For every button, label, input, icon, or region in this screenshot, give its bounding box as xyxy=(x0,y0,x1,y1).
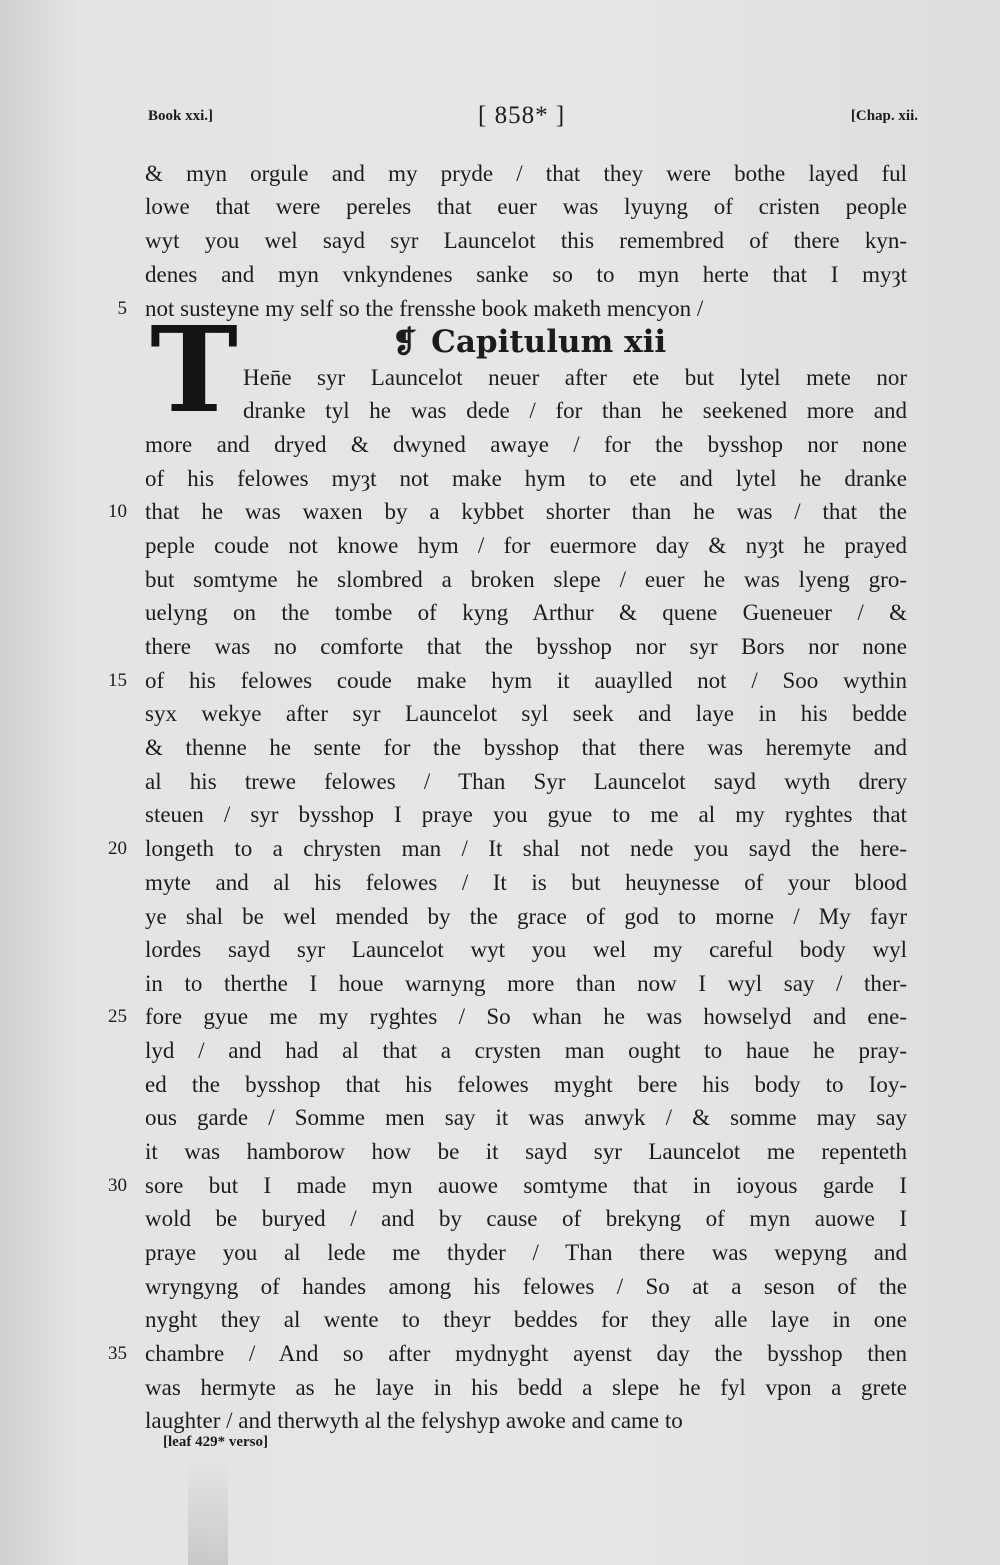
text-line: ous garde / Somme men say it was anwyk / & somme may say xyxy=(145,1105,907,1130)
text-line: chambre / And so after mydnyght ayenst day the bysshop then xyxy=(145,1341,907,1366)
pilcrow-icon: ❡ xyxy=(392,325,418,360)
text-line: & myn orgule and my pryde / that they were bothe layed ful xyxy=(145,161,907,186)
page-number: [ 858* ] xyxy=(478,102,566,129)
text-line: nyght they al wente to theyr beddes for they alle laye in one xyxy=(145,1307,907,1332)
chapter-indicator: [Chap. xii. xyxy=(850,108,918,124)
chapter-heading xyxy=(392,320,666,364)
text-line: syx wekye after syr Launcelot syl seek and laye in his bedde xyxy=(145,701,907,726)
line-number: 25 xyxy=(108,1006,127,1027)
text-line: wold be buryed / and by cause of brekyng of myn auowe I xyxy=(145,1206,907,1231)
line-number: 5 xyxy=(117,298,127,319)
line-number: 30 xyxy=(108,1175,127,1196)
line-number: 15 xyxy=(108,670,127,691)
text-line: wyt you wel sayd syr Launcelot this remembred of there kyn- xyxy=(145,228,907,253)
text-line: it was hamborow how be it sayd syr Launcelot me repenteth xyxy=(145,1139,907,1164)
line-number: 20 xyxy=(108,838,127,859)
text-line: wryngyng of handes among his felowes / So at a seson of the xyxy=(145,1274,907,1299)
text-line: more and dryed & dwyned awaye / for the bysshop nor none xyxy=(145,432,907,457)
drop-cap-initial: T xyxy=(150,300,238,439)
text-line: peple coude not knowe hym / for euermore day & nyȝt he prayed xyxy=(145,533,907,558)
text-line: myte and al his felowes / It is but heuynesse of your blood xyxy=(145,870,907,895)
text-line: ed the bysshop that his felowes myght bere his body to Ioy- xyxy=(145,1072,907,1097)
text-line: uelyng on the tombe of kyng Arthur & quene Gueneuer / & xyxy=(145,600,907,625)
text-line: of his felowes myȝt not make hym to ete and lytel he dranke xyxy=(145,466,907,491)
text-line: sore but I made myn auowe somtyme that in ioyous garde I xyxy=(145,1173,907,1198)
text-line: laughter / and therwyth al the felyshyp awoke and came to xyxy=(145,1408,683,1433)
text-line: Hen̄e syr Launcelot neuer after ete but lytel mete nor xyxy=(243,365,907,390)
text-line: of his felowes coude make hym it auaylled not / Soo wythin xyxy=(145,668,907,693)
leaf-note: [leaf 429* verso] xyxy=(163,1434,268,1450)
text-line: that he was waxen by a kybbet shorter than he was / that the xyxy=(145,499,907,524)
text-line: lowe that were pereles that euer was lyuyng of cristen people xyxy=(145,194,907,219)
text-line: in to therthe I houe warnyng more than now I wyl say / ther- xyxy=(145,971,907,996)
text-line: there was no comforte that the bysshop nor syr Bors nor none xyxy=(145,634,907,659)
text-line: praye you al lede me thyder / Than there was wepyng and xyxy=(145,1240,907,1265)
text-line: not susteyne my self so the frensshe book maketh mencyon / xyxy=(145,296,704,321)
text-line: longeth to a chrysten man / It shal not nede you sayd the here- xyxy=(145,836,907,861)
text-line: al his trewe felowes / Than Syr Launcelot sayd wyth drery xyxy=(145,769,907,794)
text-line: fore gyue me my ryghtes / So whan he was howselyd and ene- xyxy=(145,1004,907,1029)
scan-smudge xyxy=(188,1460,228,1565)
text-line: lordes sayd syr Launcelot wyt you wel my careful body wyl xyxy=(145,937,907,962)
text-line: was hermyte as he laye in his bedd a slepe he fyl vpon a grete xyxy=(145,1375,907,1400)
text-line: denes and myn vnkyndenes sanke so to myn herte that I myȝt xyxy=(145,262,907,287)
line-number: 10 xyxy=(108,501,127,522)
text-line: dranke tyl he was dede / for than he seekened more and xyxy=(243,398,907,423)
text-line: steuen / syr bysshop I praye you gyue to me al my ryghtes that xyxy=(145,802,907,827)
text-line: lyd / and had al that a crysten man ought to haue he pray- xyxy=(145,1038,907,1063)
text-line: & thenne he sente for the bysshop that there was heremyte and xyxy=(145,735,907,760)
book-indicator: Book xxi.] xyxy=(148,108,214,124)
line-number: 35 xyxy=(108,1343,127,1364)
text-line: but somtyme he slombred a broken slepe / euer he was lyeng gro- xyxy=(145,567,907,592)
chapter-title: Capitulum xii xyxy=(431,324,667,360)
text-line: ye shal be wel mended by the grace of god to morne / My fayr xyxy=(145,904,907,929)
